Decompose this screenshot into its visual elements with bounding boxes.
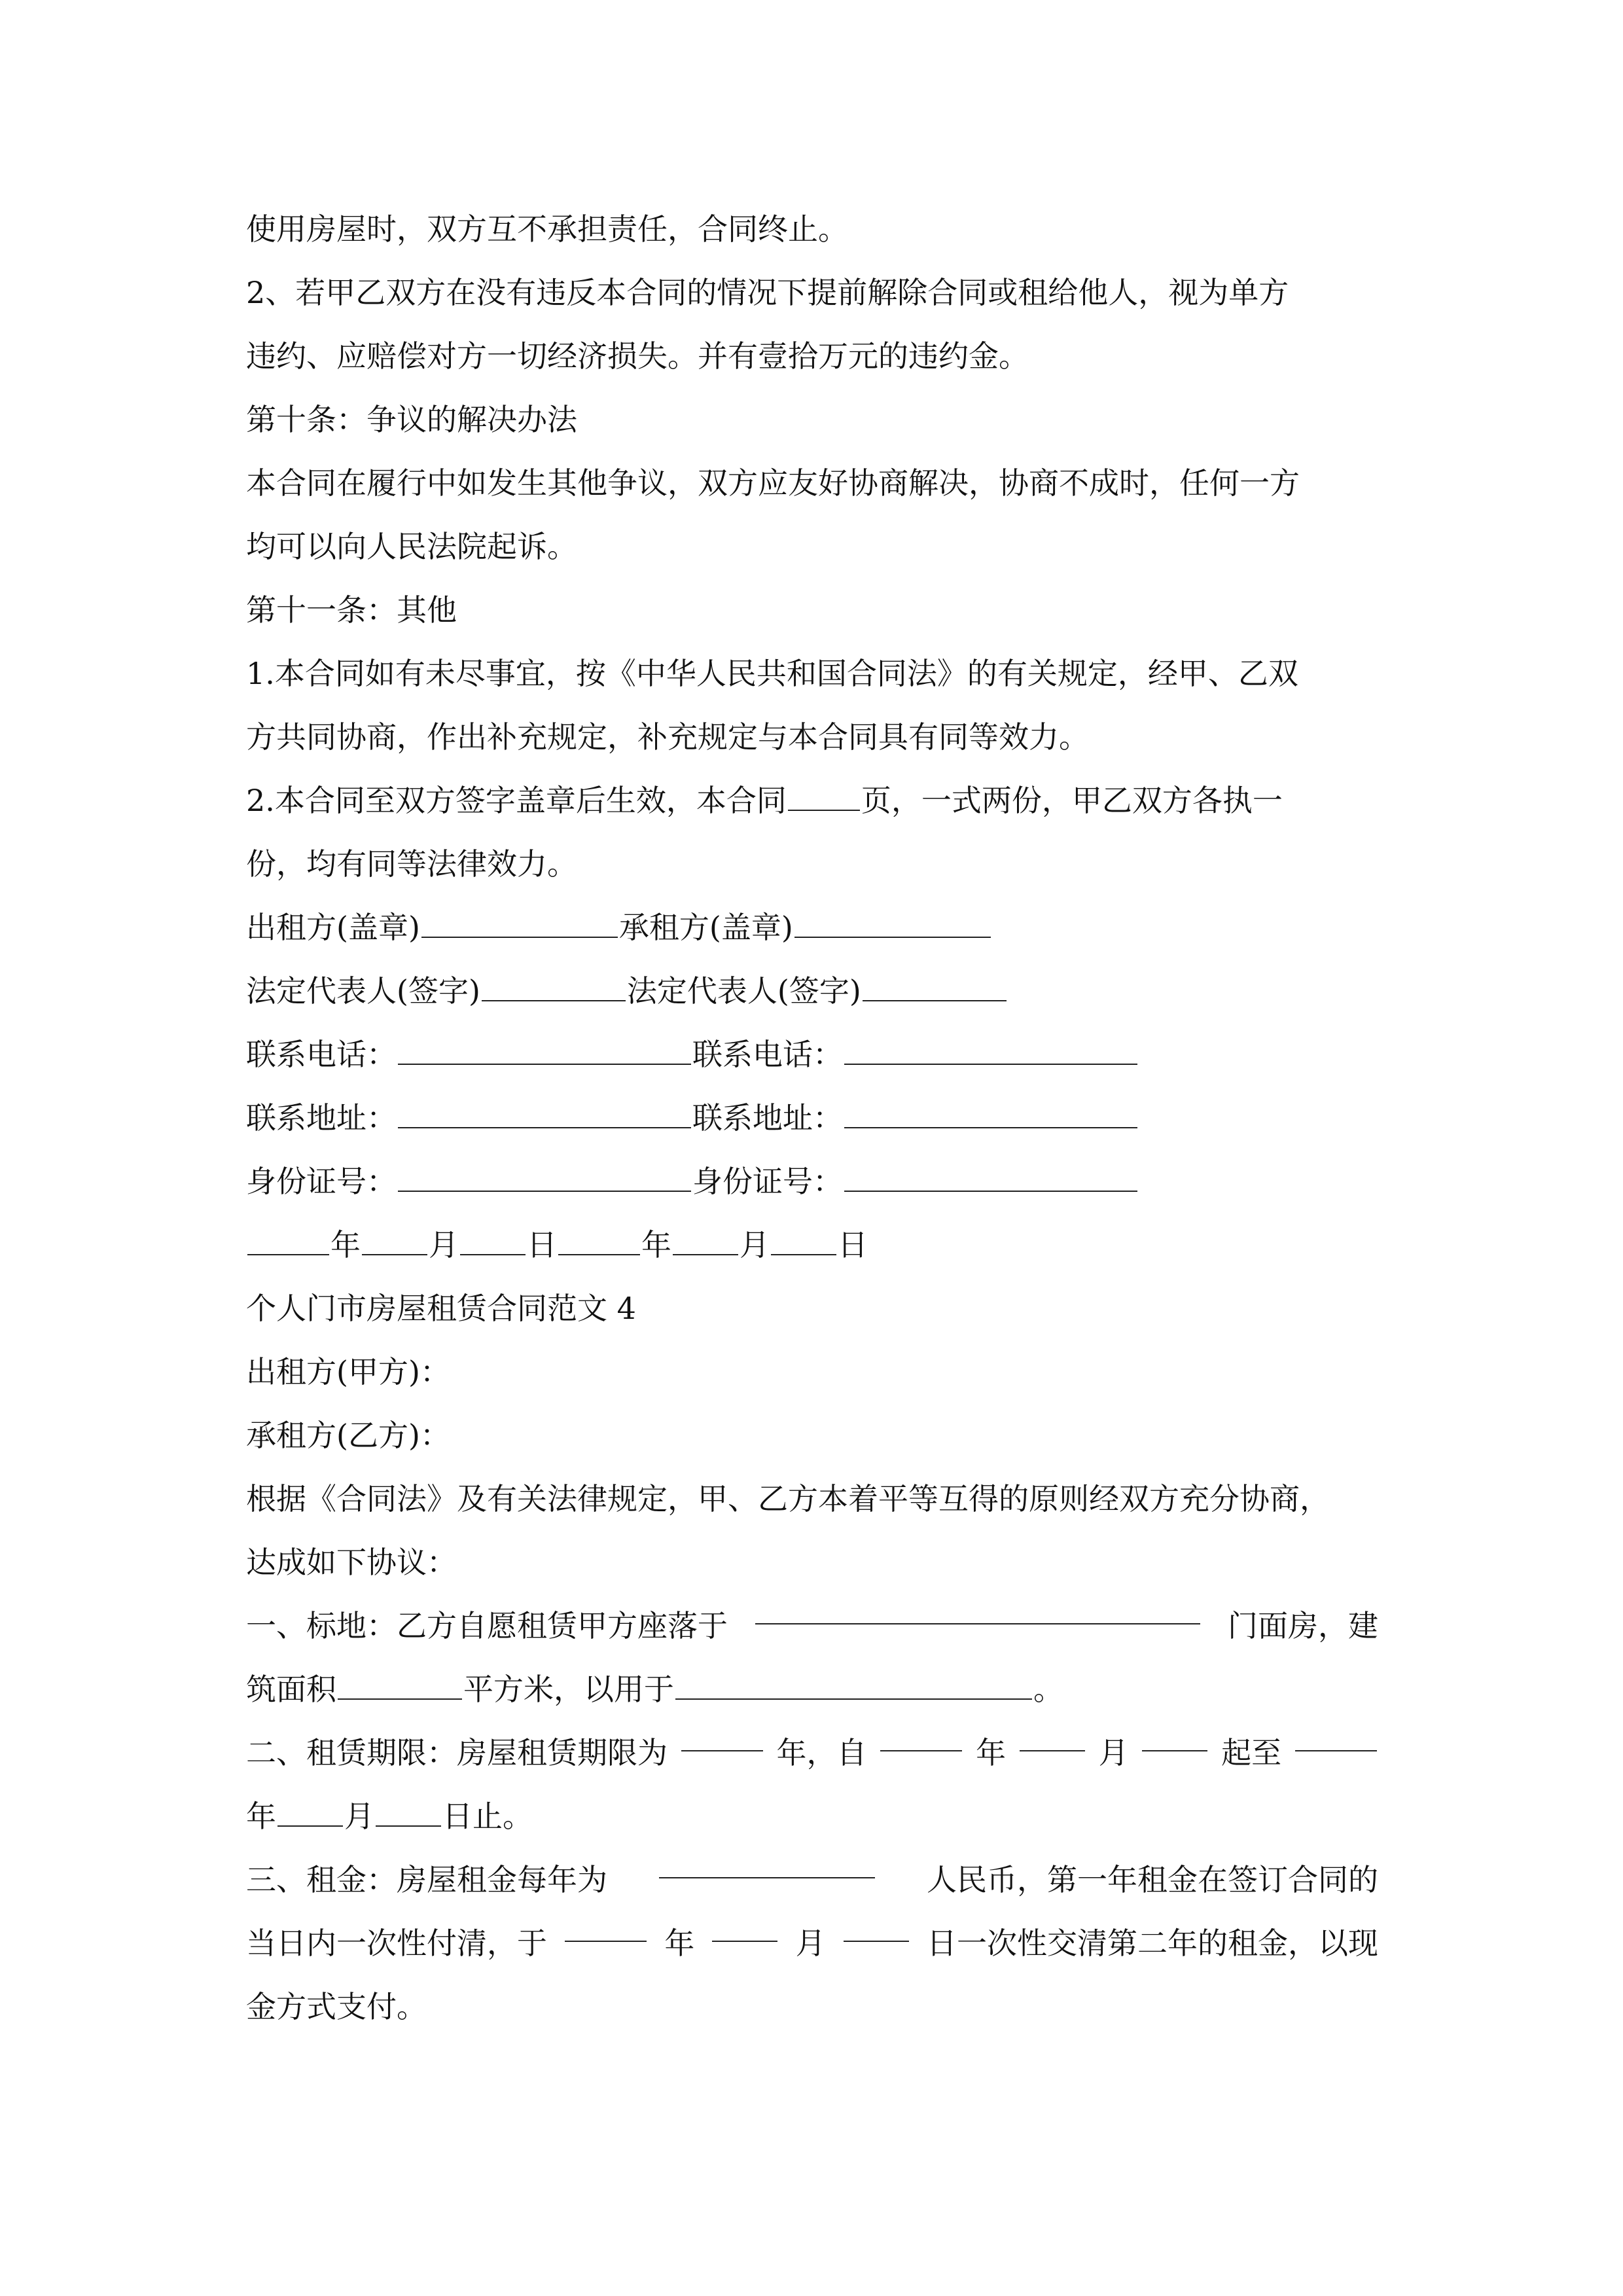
text-segment: 二、租赁期限：房屋租赁期限为 — [246, 1735, 668, 1770]
lessee-phone-label: 联系电话： — [692, 1037, 843, 1072]
lessor-id-label: 身份证号： — [246, 1164, 397, 1199]
section-heading: 第十一条：其他 — [246, 592, 457, 628]
signature-line — [246, 896, 1378, 960]
text-line: 1.本合同如有未尽事宜，按《中华人民共和国合同法》的有关规定，经甲、乙双 — [246, 656, 1298, 691]
text-line: 金方式支付。 — [246, 1989, 427, 2024]
text-line: 达成如下协议： — [246, 1545, 457, 1580]
month-blank[interactable] — [712, 1912, 777, 1942]
lessee-id-label: 身份证号： — [692, 1164, 843, 1199]
lessor-seal-blank[interactable] — [421, 908, 618, 938]
clause-line — [246, 1785, 1378, 1848]
area-blank[interactable] — [338, 1670, 462, 1700]
section-heading: 第十条：争议的解决办法 — [246, 402, 577, 437]
party-line: 承租方(乙方)： — [246, 1418, 450, 1453]
day-label: 日 — [527, 1227, 557, 1263]
day-blank[interactable] — [376, 1797, 441, 1827]
day-blank[interactable] — [844, 1912, 909, 1942]
text-line: 方共同协商，作出补充规定，补充规定与本合同具有同等效力。 — [246, 719, 1089, 755]
text-line: 使用房屋时，双方互不承担责任，合同终止。 — [246, 211, 848, 247]
text-line — [246, 769, 1378, 833]
contact-line — [246, 1086, 1378, 1150]
month-blank[interactable] — [673, 1225, 738, 1255]
clause-line — [246, 1594, 1378, 1658]
text-line: 2、若甲乙双方在没有违反本合同的情况下提前解除合同或租给他人，视为单方 — [246, 275, 1289, 310]
lessor-seal-label: 出租方(盖章) — [246, 910, 420, 945]
lessee-rep-blank[interactable] — [863, 971, 1007, 1001]
clause-line — [246, 1912, 1378, 1975]
month-label: 月 — [344, 1799, 374, 1834]
lessee-rep-label: 法定代表人(签字) — [626, 973, 861, 1009]
date-line — [246, 1213, 1378, 1277]
clause-line — [246, 1721, 1378, 1785]
text-segment: 日止。 — [442, 1799, 533, 1834]
contact-line — [246, 1150, 1378, 1213]
lessee-address-label: 联系地址： — [692, 1100, 843, 1136]
month-label: 月 — [795, 1926, 826, 1961]
text-line: 本合同在履行中如发生其他争议，双方应友好协商解决，协商不成时，任何一方 — [246, 465, 1300, 501]
text-segment: 日一次性交清第二年的租金，以现 — [926, 1926, 1378, 1961]
month-blank[interactable] — [277, 1797, 343, 1827]
lessor-phone-label: 联系电话： — [246, 1037, 397, 1072]
text-line: 份，均有同等法律效力。 — [246, 846, 577, 882]
lessee-id-blank[interactable] — [844, 1162, 1137, 1192]
year-label: 年 — [664, 1926, 695, 1961]
lessor-id-blank[interactable] — [398, 1162, 691, 1192]
text-segment: 年，自 — [776, 1735, 867, 1770]
text-segment: 一、标地：乙方自愿租赁甲方座落于 — [246, 1608, 728, 1643]
text-segment: 起至 — [1221, 1735, 1282, 1770]
text-segment: 三、租金：房屋租金每年为 — [246, 1862, 607, 1897]
contact-line — [246, 1023, 1378, 1086]
contract-text — [246, 198, 1378, 2039]
lessor-address-blank[interactable] — [398, 1098, 691, 1128]
lessee-address-blank[interactable] — [844, 1098, 1137, 1128]
lessee-phone-blank[interactable] — [844, 1035, 1137, 1065]
text-line: 违约、应赔偿对方一切经济损失。并有壹拾万元的违约金。 — [246, 338, 1029, 374]
text-segment: 人民币，第一年租金在签订合同的 — [927, 1862, 1378, 1897]
year-blank[interactable] — [565, 1912, 647, 1942]
month-label: 月 — [740, 1227, 770, 1263]
year-blank[interactable] — [1295, 1721, 1377, 1751]
rent-blank[interactable] — [659, 1848, 875, 1878]
lessee-seal-blank[interactable] — [794, 908, 991, 938]
lessor-address-label: 联系地址： — [246, 1100, 397, 1136]
text-segment: 门面房，建 — [1228, 1608, 1378, 1643]
clause-line — [246, 1658, 1378, 1721]
day-blank[interactable] — [1142, 1721, 1207, 1751]
lessor-rep-label: 法定代表人(签字) — [246, 973, 480, 1009]
party-line: 出租方(甲方)： — [246, 1354, 450, 1390]
text-line: 根据《合同法》及有关法律规定，甲、乙方本着平等互得的原则经双方充分协商， — [246, 1481, 1330, 1516]
month-blank[interactable] — [1020, 1721, 1085, 1751]
location-blank[interactable] — [755, 1594, 1200, 1624]
clause-line — [246, 1848, 1378, 1912]
text-segment: 当日内一次性付清，于 — [246, 1926, 547, 1961]
page-count-blank[interactable] — [788, 781, 860, 811]
text-segment: 2.本合同至双方签字盖章后生效，本合同 — [246, 783, 787, 818]
year-label: 年 — [641, 1227, 671, 1263]
lessor-phone-blank[interactable] — [398, 1035, 691, 1065]
year-label: 年 — [246, 1799, 276, 1834]
document-title: 个人门市房屋租赁合同范文 4 — [246, 1291, 636, 1326]
lessee-seal-label: 承租方(盖章) — [618, 910, 793, 945]
signature-line — [246, 960, 1378, 1023]
year-blank[interactable] — [880, 1721, 962, 1751]
lease-years-blank[interactable] — [681, 1721, 763, 1751]
text-segment: 筑面积 — [246, 1672, 336, 1707]
month-blank[interactable] — [362, 1225, 427, 1255]
year-blank[interactable] — [247, 1225, 329, 1255]
lessor-rep-blank[interactable] — [482, 971, 626, 1001]
text-line: 均可以向人民法院起诉。 — [246, 529, 577, 564]
month-label: 月 — [1098, 1735, 1129, 1770]
text-segment: 。 — [1033, 1672, 1063, 1707]
day-label: 日 — [838, 1227, 868, 1263]
year-blank[interactable] — [558, 1225, 640, 1255]
day-blank[interactable] — [460, 1225, 526, 1255]
month-label: 月 — [429, 1227, 459, 1263]
text-segment: 平方米，以用于 — [463, 1672, 674, 1707]
usage-blank[interactable] — [675, 1670, 1032, 1700]
year-label: 年 — [976, 1735, 1007, 1770]
year-label: 年 — [330, 1227, 361, 1263]
day-blank[interactable] — [771, 1225, 836, 1255]
text-segment: 页，一式两份，甲乙双方各执一 — [861, 783, 1283, 818]
